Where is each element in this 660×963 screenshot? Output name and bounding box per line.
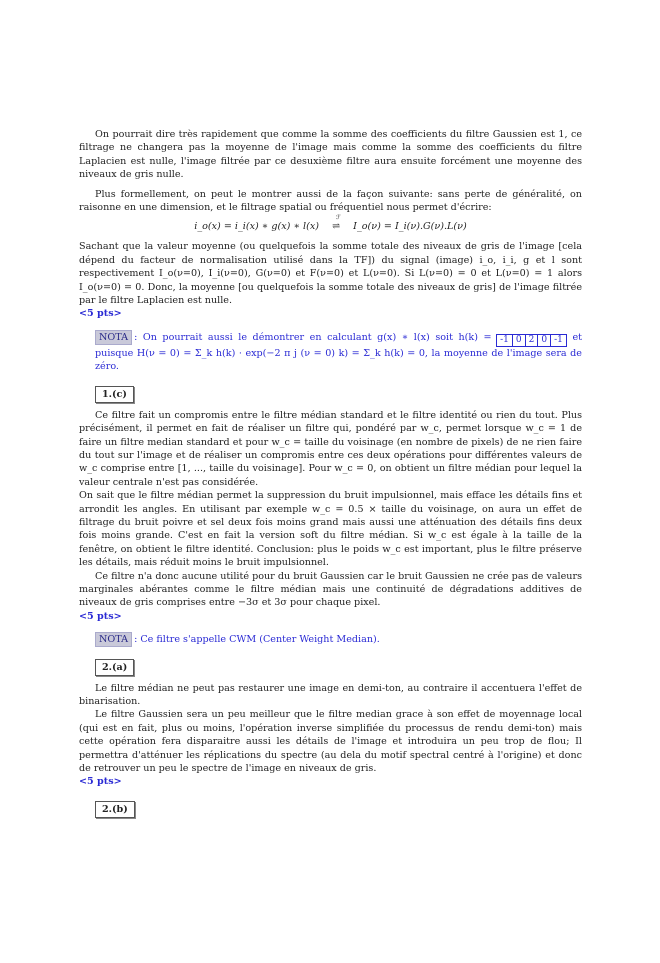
paragraph-halftone-median: Le filtre médian ne peut pas restaurer une image en demi-ton, au contraire il accentuera l'effet de binarisation. — [79, 682, 582, 707]
fourier-symbol: ℱ — [336, 214, 341, 222]
kernel-cell: 2 — [525, 334, 539, 347]
document-page — [79, 128, 582, 824]
section-heading-2b: 2.(b) — [95, 801, 135, 818]
paragraph-formal: Plus formellement, on peut le montrer aussi de la façon suivante: sans perte de généralité, on raisonne en une dimension, et le filtrage spatial ou fréquentiel nous permet d'écrire: — [79, 188, 582, 214]
nota-1 — [95, 331, 582, 374]
kernel-cell: 0 — [512, 334, 526, 347]
fourier-equation — [79, 214, 582, 233]
kernel-cell: -1 — [496, 334, 513, 347]
nota-text-b: et puisque H(ν = 0) = Σ_k h(k) · exp(−2 π j (ν = 0) k) = Σ_k h(k) = 0, la moyenne de l'image sera de zéro. — [95, 331, 582, 373]
paragraph-cwm-intro: Ce filtre fait un compromis entre le filtre médian standard et le filtre identité ou rien du tout. Plus précisément, il permet en fait de réaliser un filtre qui, pondéré par w_c, permet lorsque w_c = 1 de faire un filtre median standard et pour w_c = taille du voisinage (en nombre de pixels) de ne rien faire du tout sur l'image et de réaliser un compromis entre ces deux opérations pour différentes valeurs de w_c comprise entre [1, ..., taille du voisinage]. Pour w_c = 0, on obtient un filtre médian pour lequel la valeur centrale n'est pas considérée. — [79, 409, 582, 488]
nota-badge: NOTA — [95, 632, 132, 647]
paragraph-mean: Sachant que la valeur moyenne (ou quelquefois la somme totale des niveaux de gris de l'image [cela dépend du facteur de normalisation utilisé dans la TF]) du signal (image) i_o, i_i, g et l sont respectivement I_o(ν=0), I_i(ν=0), G(ν=0) et F(ν=0) et L(ν=0). Si L(ν=0) = 0 et L(ν=0) = 1 alors I_o(ν=0) = 0. Donc, la moyenne [ou quelquefois la somme totale des niveaux de gris] de l'image filtrée par le filtre Laplacien est nulle. — [79, 241, 582, 307]
nota-text-a: : On pourrait aussi le démontrer en calculant g(x) ∗ l(x) soit h(k) = — [134, 331, 492, 343]
points-label-1: <5 pts> — [79, 308, 122, 320]
section-heading-2a: 2.(a) — [95, 659, 134, 676]
paragraph-halftone-gaussian: Le filtre Gaussien sera un peu meilleur que le filtre median grace à son effet de moyennage local (qui est en fait, plus ou moins, l'opération inverse simplifiée du processus de rendu demi-ton) mais cette opération fera disparaitre aussi les détails de l'image et introduira un peu trop de flou; Il permettra d'atténuer les réplications du spectre (au dela du motif spectral centré à l'origine) et donc de retrouver un peu le spectre de l'image en niveaux de gris. — [79, 709, 582, 775]
equation-symbol: ⇌ — [332, 221, 341, 233]
kernel-vector — [497, 334, 567, 347]
points-label-3: <5 pts> — [79, 776, 122, 788]
equation-left: i_o(x) = i_i(x) ∗ g(x) ∗ l(x) — [194, 221, 319, 233]
nota-badge: NOTA — [95, 330, 132, 345]
kernel-cell: 0 — [537, 334, 551, 347]
nota-2 — [95, 633, 582, 646]
nota-text: : Ce filtre s'appelle CWM (Center Weight Median). — [134, 634, 380, 646]
section-heading-1c: 1.(c) — [95, 386, 134, 403]
paragraph-cwm-median: On sait que le filtre médian permet la suppression du bruit impulsionnel, mais efface les détails fins et arrondit les angles. En utilisant par exemple w_c = 0.5 × taille du voisinage, on aura un effet de filtrage du bruit poivre et sel deux fois moins grand mais aussi une atténuation des détails fins deux fois moins grande. C'est en fait la version soft du filtre médian. Si w_c est égale à la taille de la fenêtre, on obtient le filtre identité. Conclusion: plus le poids w_c est important, plus le filtre préserve les détails, mais réduit moins le bruit impulsionnel. — [79, 490, 582, 569]
points-label-2: <5 pts> — [79, 610, 122, 622]
paragraph-cwm-gaussian: Ce filtre n'a donc aucune utilité pour du bruit Gaussien car le bruit Gaussien ne crée pas de valeurs marginales abérantes comme le filtre médian mais une continuité de dégradations additives de niveaux de gris comprises entre −3σ et 3σ pour chaque pixel. — [79, 570, 582, 609]
kernel-cell: -1 — [550, 334, 567, 347]
fourier-arrow — [332, 214, 341, 233]
paragraph-intro: On pourrait dire très rapidement que comme la somme des coefficients du filtre Gaussien est 1, ce filtrage ne changera pas la moyenne de l'image mais comme la somme des coefficients du filtre Laplacien est nulle, l'image filtrée par ce desuxième filtre aura ensuite forcément une moyenne des niveaux de gris nulle. — [79, 129, 582, 181]
equation-right: I_o(ν) = I_i(ν).G(ν).L(ν) — [353, 221, 467, 233]
